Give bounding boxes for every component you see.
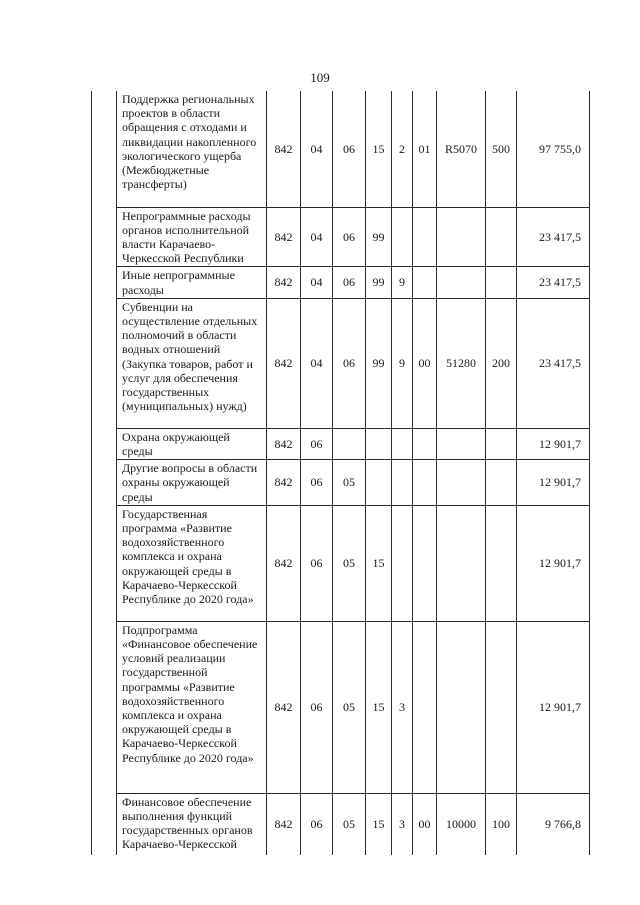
program-code: 15: [366, 621, 392, 793]
expense-type-code: 500: [486, 91, 517, 207]
direction-code: [437, 621, 486, 793]
table-row: [92, 298, 590, 428]
table-row: [92, 267, 590, 298]
row-name: Государственная программа «Развитие водохозяйственного комплекса и охрана окружающей среды в Карачаево-Черкесской Республике до 2020 года»: [117, 505, 267, 621]
subsection-code: 05: [333, 621, 366, 793]
direction-code: [437, 207, 486, 267]
budget-table: [91, 91, 590, 855]
expense-type-code: [486, 621, 517, 793]
table-row: [92, 428, 590, 459]
subprogram-code: 3: [392, 793, 413, 855]
row-name: Непрограммные расходы органов исполнительной власти Карачаево-Черкесской Республики: [117, 207, 267, 267]
ministry-code: 842: [267, 793, 301, 855]
direction-code: 51280: [437, 298, 486, 428]
amount: 12 901,7: [517, 428, 590, 459]
section-code: 06: [301, 621, 333, 793]
subsection-code: 06: [333, 298, 366, 428]
row-marker-cell: [92, 267, 117, 298]
direction-code: [437, 428, 486, 459]
section-code: 06: [301, 793, 333, 855]
expense-type-code: [486, 428, 517, 459]
event-code: [413, 621, 437, 793]
table-row: [92, 505, 590, 621]
page-number: 109: [310, 70, 330, 85]
amount: 23 417,5: [517, 267, 590, 298]
direction-code: [437, 460, 486, 506]
ministry-code: 842: [267, 505, 301, 621]
direction-code: [437, 505, 486, 621]
expense-type-code: [486, 460, 517, 506]
section-code: 04: [301, 267, 333, 298]
section-code: 04: [301, 207, 333, 267]
subsection-code: [333, 428, 366, 459]
row-name: Поддержка региональных проектов в области обращения с отходами и ликвидации накопленного экологического ущерба (Межбюджетные трансферты): [117, 91, 267, 207]
section-code: 04: [301, 298, 333, 428]
row-marker-cell: [92, 505, 117, 621]
program-code: 99: [366, 298, 392, 428]
expense-type-code: [486, 267, 517, 298]
program-code: [366, 460, 392, 506]
row-marker-cell: [92, 91, 117, 207]
program-code: 15: [366, 793, 392, 855]
ministry-code: 842: [267, 621, 301, 793]
row-name: Финансовое обеспечение выполнения функций государственных органов Карачаево-Черкесской: [117, 793, 267, 855]
event-code: [413, 267, 437, 298]
direction-code: [437, 267, 486, 298]
subprogram-code: 9: [392, 267, 413, 298]
event-code: 01: [413, 91, 437, 207]
subsection-code: 06: [333, 91, 366, 207]
event-code: 00: [413, 298, 437, 428]
subsection-code: 05: [333, 793, 366, 855]
section-code: 06: [301, 505, 333, 621]
row-name: Иные непрограммные расходы: [117, 267, 267, 298]
table-row: [92, 207, 590, 267]
event-code: [413, 207, 437, 267]
subprogram-code: 3: [392, 621, 413, 793]
table-row: [92, 793, 590, 855]
program-code: 99: [366, 267, 392, 298]
section-code: 06: [301, 428, 333, 459]
direction-code: 10000: [437, 793, 486, 855]
subsection-code: 05: [333, 460, 366, 506]
section-code: 06: [301, 460, 333, 506]
row-name: Подпрограмма «Финансовое обеспечение условий реализации государственной программы «Развитие водохозяйственного комплекса и охрана окружающей среды в Карачаево-Черкесской Республике до 2020 года»: [117, 621, 267, 793]
ministry-code: 842: [267, 298, 301, 428]
subsection-code: 06: [333, 207, 366, 267]
amount: 23 417,5: [517, 207, 590, 267]
event-code: [413, 460, 437, 506]
table-row: [92, 91, 590, 207]
subprogram-code: [392, 505, 413, 621]
row-name: Охрана окружающей среды: [117, 428, 267, 459]
ministry-code: 842: [267, 207, 301, 267]
amount: 12 901,7: [517, 621, 590, 793]
program-code: 99: [366, 207, 392, 267]
expense-type-code: [486, 505, 517, 621]
ministry-code: 842: [267, 91, 301, 207]
amount: 9 766,8: [517, 793, 590, 855]
table-row: [92, 460, 590, 506]
subsection-code: 06: [333, 267, 366, 298]
row-name: Другие вопросы в области охраны окружающей среды: [117, 460, 267, 506]
row-marker-cell: [92, 460, 117, 506]
expense-type-code: [486, 207, 517, 267]
expense-type-code: 200: [486, 298, 517, 428]
row-marker-cell: [92, 207, 117, 267]
program-code: [366, 428, 392, 459]
event-code: 00: [413, 793, 437, 855]
ministry-code: 842: [267, 428, 301, 459]
row-marker-cell: [92, 621, 117, 793]
expense-type-code: 100: [486, 793, 517, 855]
amount: 23 417,5: [517, 298, 590, 428]
row-marker-cell: [92, 793, 117, 855]
row-name: Субвенции на осуществление отдельных полномочий в области водных отношений (Закупка товаров, работ и услуг для обеспечения государственных (муниципальных) нужд): [117, 298, 267, 428]
subprogram-code: [392, 207, 413, 267]
program-code: 15: [366, 91, 392, 207]
subsection-code: 05: [333, 505, 366, 621]
subprogram-code: [392, 460, 413, 506]
subprogram-code: 2: [392, 91, 413, 207]
table-row: [92, 621, 590, 793]
amount: 12 901,7: [517, 460, 590, 506]
ministry-code: 842: [267, 460, 301, 506]
section-code: 04: [301, 91, 333, 207]
subprogram-code: 9: [392, 298, 413, 428]
event-code: [413, 428, 437, 459]
program-code: 15: [366, 505, 392, 621]
ministry-code: 842: [267, 267, 301, 298]
direction-code: R5070: [437, 91, 486, 207]
subprogram-code: [392, 428, 413, 459]
amount: 97 755,0: [517, 91, 590, 207]
row-marker-cell: [92, 298, 117, 428]
amount: 12 901,7: [517, 505, 590, 621]
row-marker-cell: [92, 428, 117, 459]
event-code: [413, 505, 437, 621]
